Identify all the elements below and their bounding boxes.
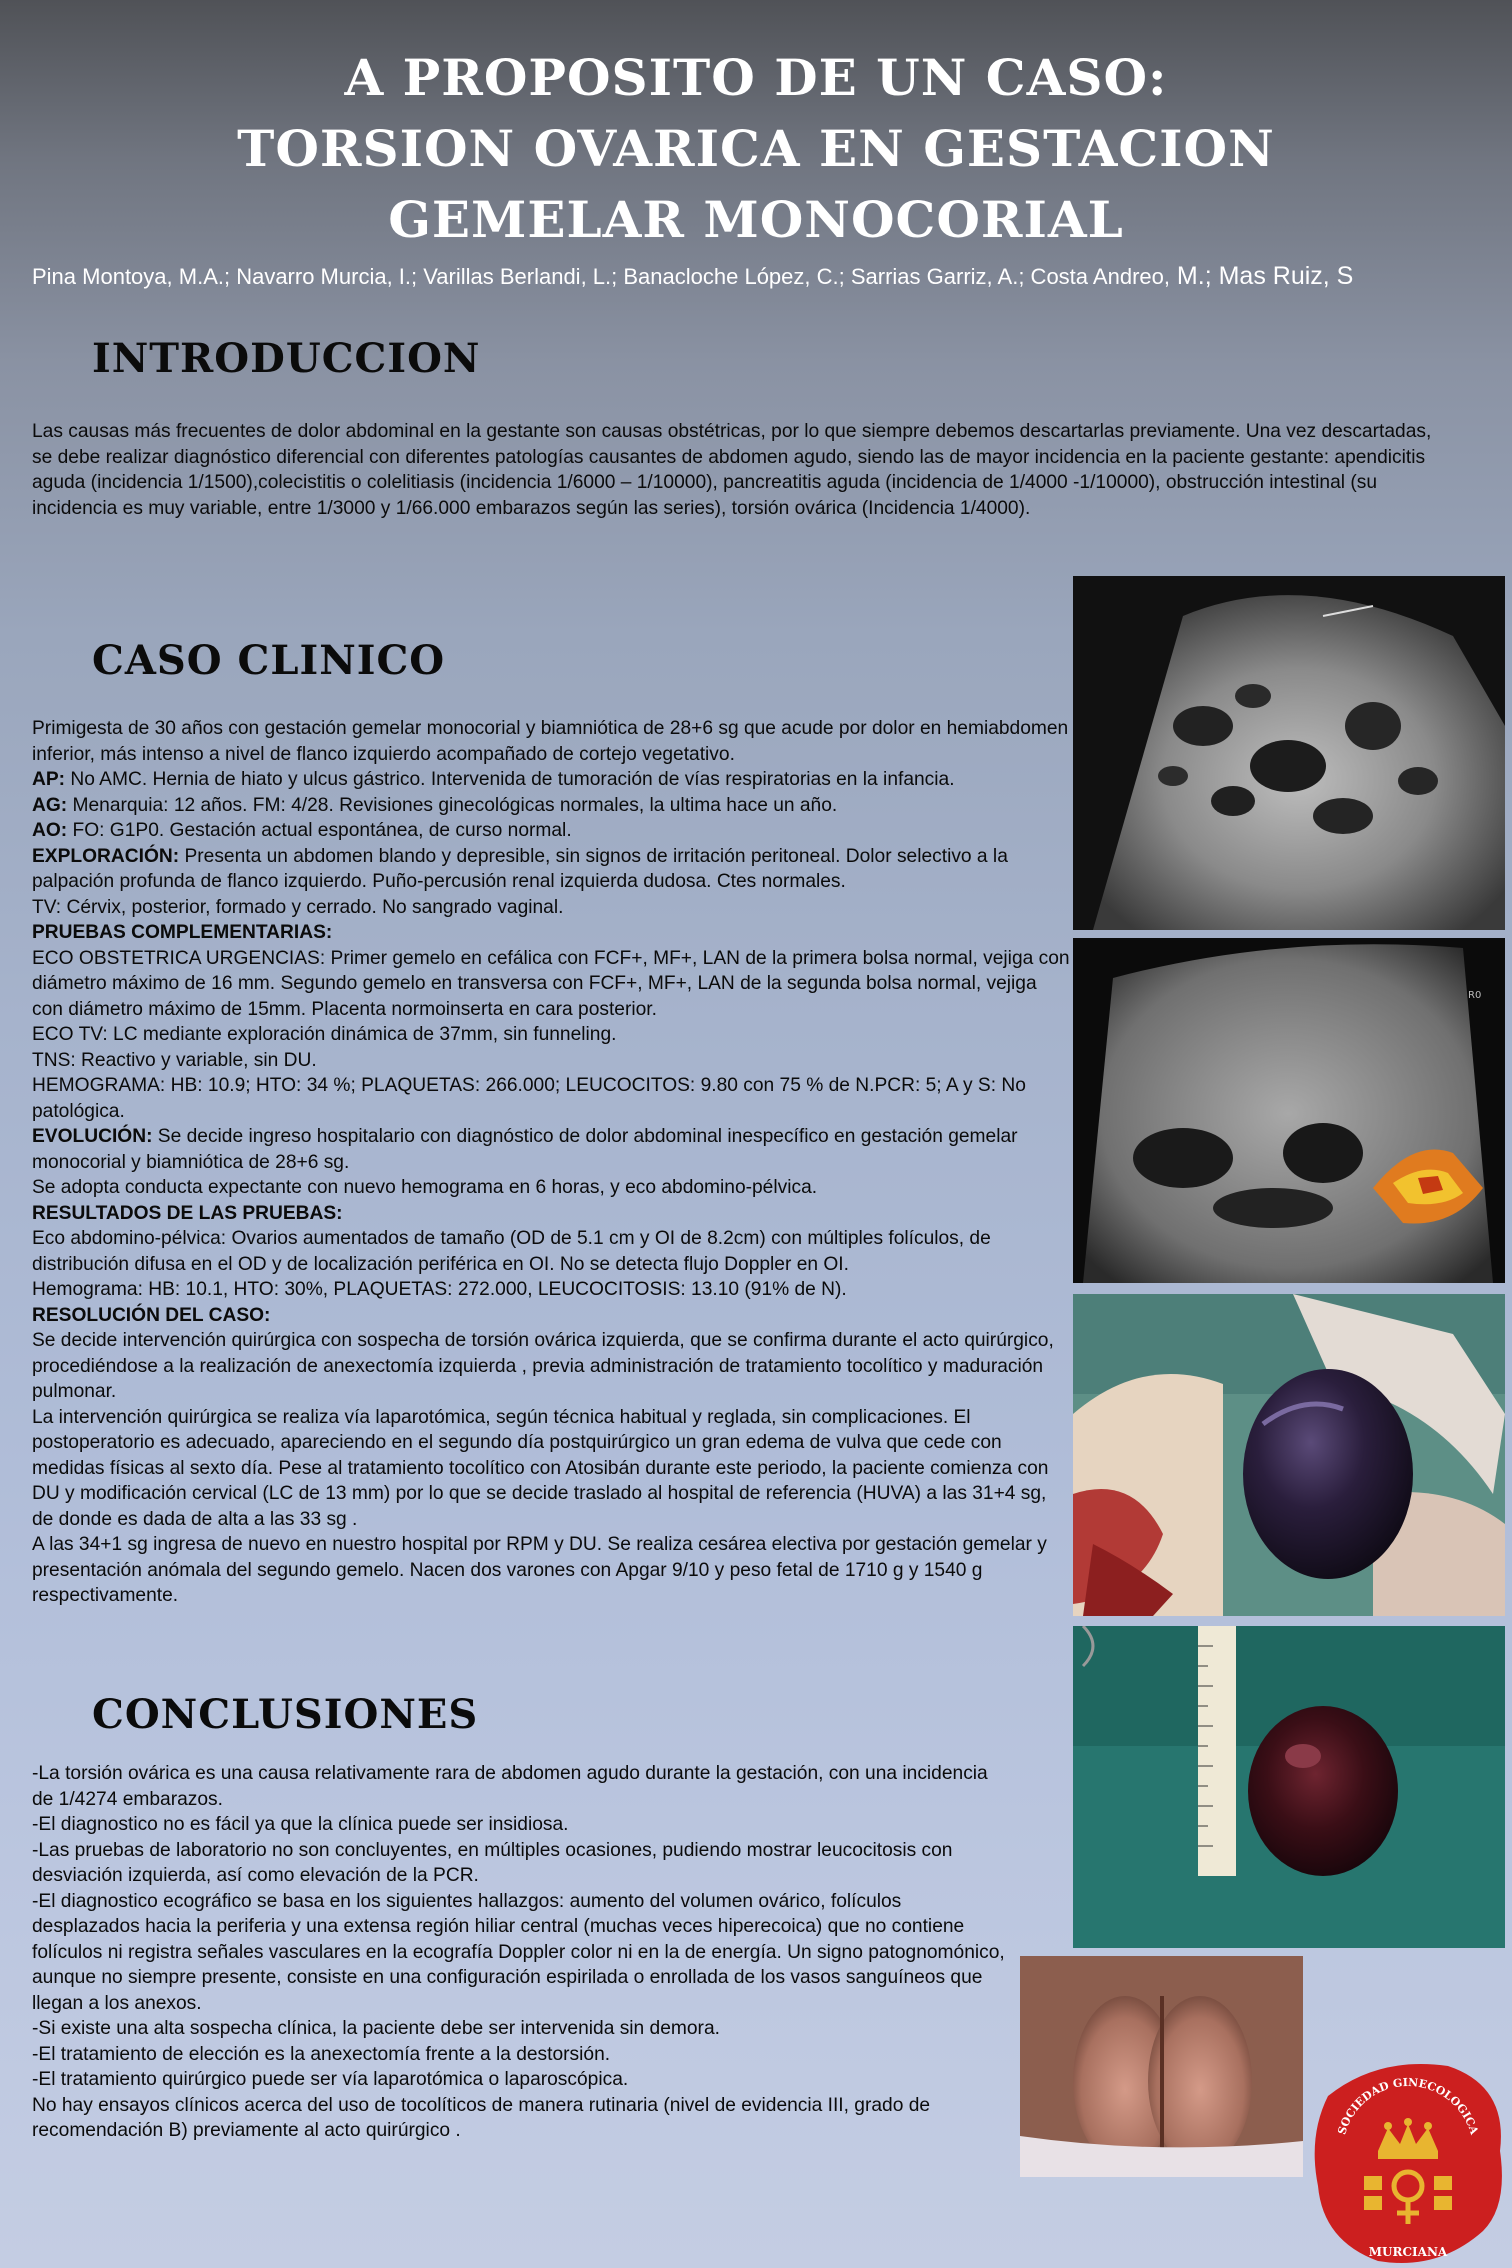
caso-eco-urgencias: ECO OBSTETRICA URGENCIAS: Primer gemelo en cefálica con FCF+, MF+, LAN de la primera bolsa normal, vejiga con diámetro máximo de 16 mm. Segundo gemelo en transversa con FCF+, MF+, LAN de la segunda bolsa normal, vejiga con diámetro máximo de 15mm. Placenta normoinserta en cara posterior. xyxy=(32,947,1070,1020)
evolucion-label: EVOLUCIÓN: xyxy=(32,1126,153,1147)
caso-resolucion-heading xyxy=(32,1303,1072,1329)
intro-paragraph: Las causas más frecuentes de dolor abdominal en la gestante son causas obstétricas, por lo que siempre debemos descartarlas previamente. Una vez descartadas, se debe realizar diagnóstico diferencial con diferentes patologías causantes de abdomen agudo, siendo las de mayor incidencia en la paciente gestante: apendicitis aguda (incidencia 1/1500),colecistitis o colelitiasis (incidencia 1/6000 – 1/10000), pancreatitis aguda (incidencia de 1/4000 -1/10000), obstrucción intestinal (su incidencia es muy variable, entre 1/3000 y 1/66.000 embarazos según las series), torsión ovárica (Incidencia 1/4000). xyxy=(32,421,1432,519)
authors-main: Pina Montoya, M.A.; Navarro Murcia, I.; Varillas Berlandi, L.; Banacloche López, C.; Sarrias Garriz, A.; Costa Andreo, xyxy=(32,264,1170,289)
conclusiones-heading: CONCLUSIONES xyxy=(92,1691,479,1738)
conclusiones-text xyxy=(32,1761,1012,2144)
caso-tns: TNS: Reactivo y variable, sin DU. xyxy=(32,1049,317,1071)
caso-pruebas-heading xyxy=(32,920,1072,946)
conclusion-item: -Las pruebas de laboratorio no son concluyentes, en múltiples ocasiones, pudiendo mostrar leucocitosis con desviación izquierda, así como elevación de la PCR. xyxy=(32,1839,953,1886)
caso-evolucion xyxy=(32,1124,1072,1175)
conclusion-item: -El tratamiento de elección es la anexectomía frente a la destorsión. xyxy=(32,2043,611,2065)
caso-evolucion-2: Se adopta conducta expectante con nuevo hemograma en 6 horas, y eco abdomino-pélvica. xyxy=(32,1177,818,1198)
authors-line xyxy=(32,262,1492,291)
conclusion-item: No hay ensayos clínicos acerca del uso de tocolíticos de manera rutinaria (nivel de evidencia III, grado de recomendación B) previamente al acto quirúrgico . xyxy=(32,2094,931,2141)
ap-label: AP: xyxy=(32,769,66,790)
ultrasound-image-1 xyxy=(1073,576,1505,930)
conclusion-item: -Si existe una alta sospecha clínica, la paciente debe ser intervenida sin demora. xyxy=(32,2018,720,2039)
title-line-2: TORSION OVARICA EN GESTACION xyxy=(237,119,1275,178)
logo-bottom-text: MURCIANA xyxy=(1368,2245,1448,2259)
caso-ap xyxy=(32,767,1072,793)
poster-title xyxy=(0,42,1512,255)
caso-text xyxy=(32,716,1072,1609)
exploracion-text: Presenta un abdomen blando y depresible, sin signos de irritación peritoneal. Dolor selectivo a la palpación profunda de flanco izquierdo. Puño-percusión renal izquierda dudosa. Ctes normales. xyxy=(32,845,1008,892)
authors-last: M.; Mas Ruiz, S xyxy=(1169,262,1354,290)
logo-red-seal-shape xyxy=(1315,2064,1502,2263)
intro-heading: INTRODUCCION xyxy=(92,335,481,382)
ag-text: Menarquia: 12 años. FM: 4/28. Revisiones ginecológicas normales, la ultima hace un año. xyxy=(67,794,838,816)
caso-exploracion xyxy=(32,844,1072,895)
caso-ag xyxy=(32,793,1072,819)
logo-top-text: SOCIEDAD GINECOLOGICA xyxy=(1335,2075,1481,2137)
surgical-photo-twisted-ovary xyxy=(1073,1294,1505,1616)
doppler-ultrasound-image xyxy=(1073,938,1505,1283)
title-line-1: A PROPOSITO DE UN CASO: xyxy=(344,48,1168,107)
caso-hemograma: HEMOGRAMA: HB: 10.9; HTO: 34 %; PLAQUETAS: 266.000; LEUCOCITOS: 9.80 con 75 % de N.PCR: 5; A y S: No patológica. xyxy=(32,1075,1026,1122)
exploracion-label: EXPLORACIÓN: xyxy=(32,845,180,867)
pruebas-label: PRUEBAS COMPLEMENTARIAS: xyxy=(32,922,333,943)
conclusion-item: -El tratamiento quirúrgico puede ser vía laparotómica o laparoscópica. xyxy=(32,2069,629,2090)
caso-intro: Primigesta de 30 años con gestación gemelar monocorial y biamniótica de 28+6 sg que acude por dolor en hemiabdomen inferior, más intenso a nivel de flanco izquierdo acompañado de cortejo vegetativo. xyxy=(32,718,1069,765)
crown-icon xyxy=(1378,2118,1438,2159)
caso-resultados: Eco abdomino-pélvica: Ovarios aumentados de tamaño (OD de 5.1 cm y OI de 8.2cm) con múltiples folículos, de distribución difusa en el OD y de localización periférica en OI. No se detecta flujo Doppler en OI. xyxy=(32,1228,991,1275)
svg-text:R0: R0 xyxy=(1468,990,1482,1001)
clinical-photo-vulvar-edema xyxy=(1020,1956,1303,2177)
ao-label: AO: xyxy=(32,820,68,841)
caso-resolucion-2: La intervención quirúrgica se realiza vía laparotómica, según técnica habitual y reglada, sin complicaciones. El postoperatorio es adecuado, apareciendo en el segundo día postquirúrgico un gran edema de vulva que cede con medidas físicas al sexto día. Pese al tratamiento tocolítico con Atosibán durante este periodo, la paciente comienza con DU y modificación cervical (LC de 13 mm) por lo que se decide traslado al hospital de referencia (HUVA) a las 31+4 sg, de donde es dada de alta a las 33 sg . xyxy=(32,1406,1049,1530)
caso-ao xyxy=(32,818,1072,844)
caso-tv: TV: Cérvix, posterior, formado y cerrado. No sangrado vaginal. xyxy=(32,896,564,918)
conclusion-item: -El diagnostico no es fácil ya que la clínica puede ser insidiosa. xyxy=(32,1814,569,1835)
ag-label: AG: xyxy=(32,794,68,816)
caso-eco-tv: ECO TV: LC mediante exploración dinámica de 37mm, sin funneling. xyxy=(32,1024,617,1045)
sociedad-ginecologica-logo xyxy=(1308,2056,1508,2266)
caso-resultados-heading xyxy=(32,1201,1072,1227)
conclusion-item: -La torsión ovárica es una causa relativamente rara de abdomen agudo durante la gestación, con una incidencia de 1/4274 embarazos. xyxy=(32,1763,988,1810)
conclusion-item: -El diagnostico ecográfico se basa en los siguientes hallazgos: aumento del volumen ovárico, folículos desplazados hacia la periferia y una extensa región hiliar central (muchas veces hiperecoica) que no contiene folículos ni registra señales vasculares en la ecografía Doppler color ni en la de energía. Un signo patognomónico, aunque no siempre presente, consiste en una configuración espirilada o enrollada de los vasos sanguíneos que llegan a los anexos. xyxy=(32,1890,1005,2014)
ao-text: FO: G1P0. Gestación actual espontánea, de curso normal. xyxy=(67,820,572,841)
caso-heading: CASO CLINICO xyxy=(92,637,446,684)
resultados-label: RESULTADOS DE LAS PRUEBAS: xyxy=(32,1202,343,1224)
evolucion-text: Se decide ingreso hospitalario con diagnóstico de dolor abdominal inespecífico en gestación gemelar monocorial y biamniótica de 28+6 sg. xyxy=(32,1126,1018,1173)
title-line-3: GEMELAR MONOCORIAL xyxy=(388,190,1124,249)
intro-text xyxy=(32,419,1432,521)
caso-resolucion-3: A las 34+1 sg ingresa de nuevo en nuestro hospital por RPM y DU. Se realiza cesárea electiva por gestación gemelar y presentación anómala del segundo gemelo. Nacen dos varones con Apgar 9/10 y peso fetal de 1710 g y 1540 g respectivamente. xyxy=(32,1534,1047,1606)
resolucion-label: RESOLUCIÓN DEL CASO: xyxy=(32,1304,271,1326)
ap-text: No AMC. Hernia de hiato y ulcus gástrico. Intervenida de tumoración de vías respiratorias en la infancia. xyxy=(65,769,955,790)
caso-resolucion-1: Se decide intervención quirúrgica con sospecha de torsión ovárica izquierda, que se confirma durante el acto quirúrgico, procediéndose a la realización de anexectomía izquierda , previa administración de tratamiento tocolítico y maduración pulmonar. xyxy=(32,1330,1054,1402)
specimen-photo-with-ruler xyxy=(1073,1626,1505,1948)
caso-hemograma-2: Hemograma: HB: 10.1, HTO: 30%, PLAQUETAS: 272.000, LEUCOCITOSIS: 13.10 (91% de N). xyxy=(32,1279,847,1300)
